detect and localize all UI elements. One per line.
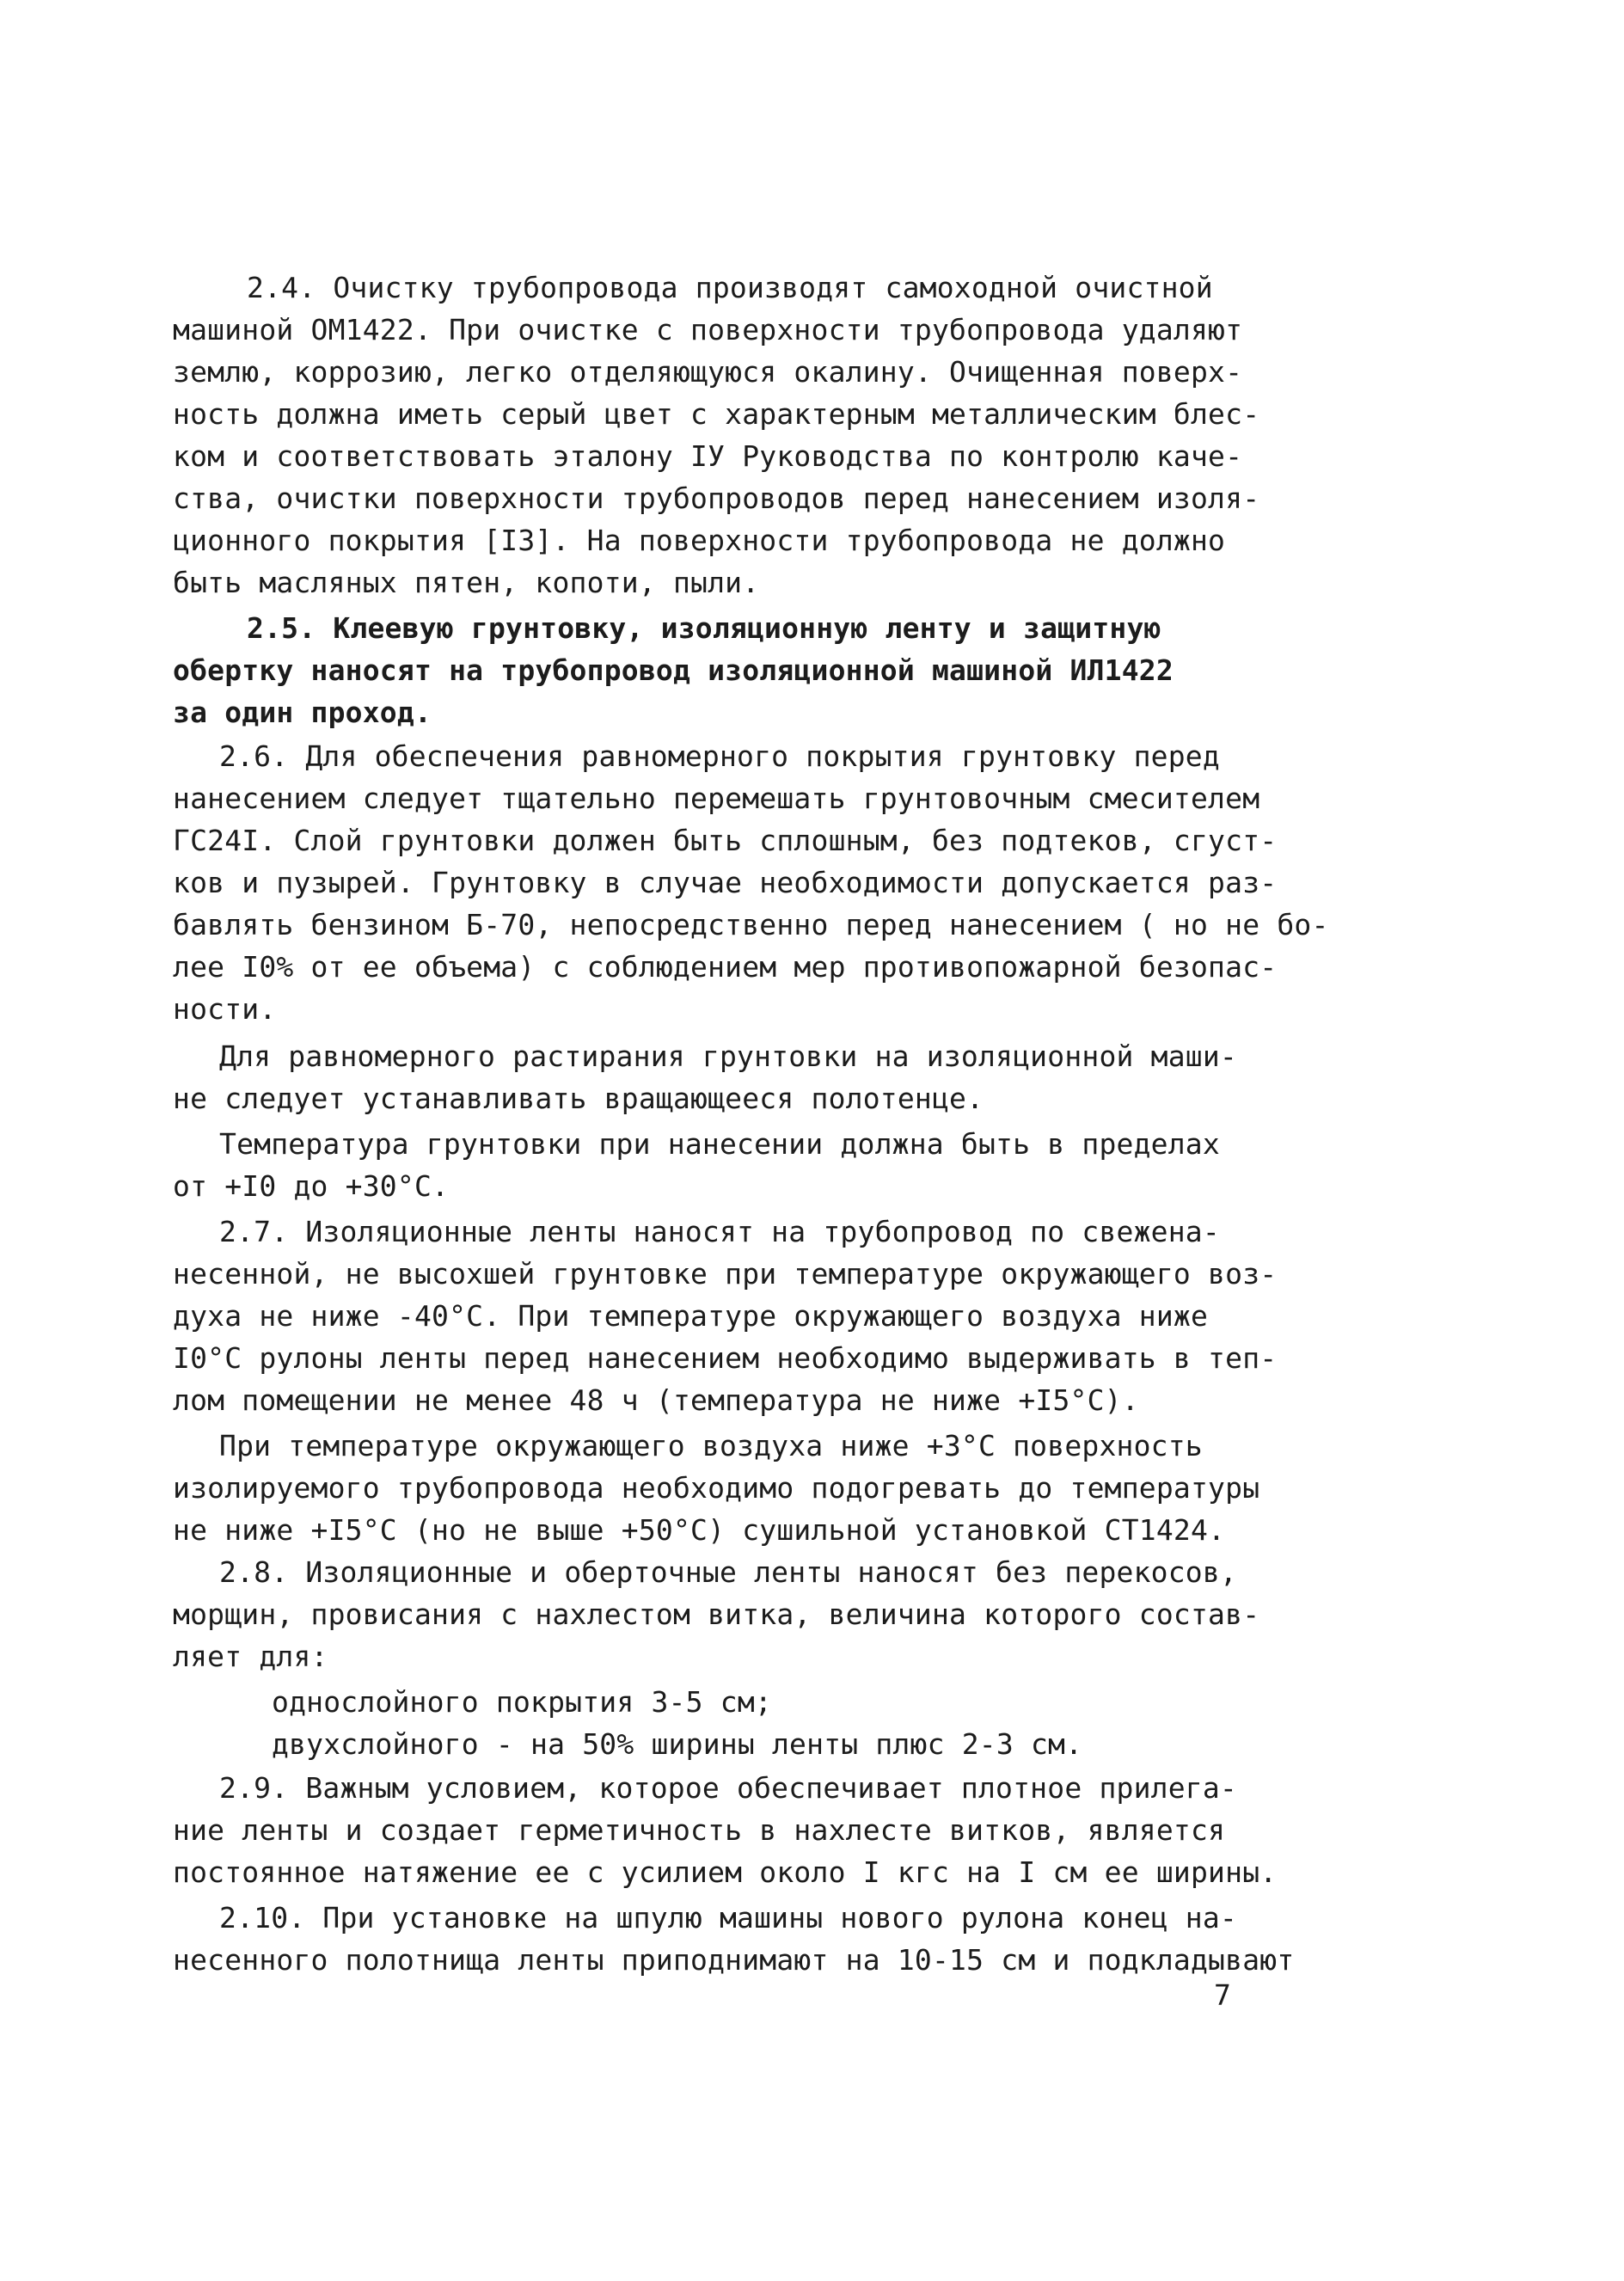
text-line: не следует устанавливать вращающееся полотенце.	[173, 1082, 984, 1115]
text-line: ность должна иметь серый цвет с характерным металлическим блес-	[173, 397, 1260, 431]
text-line: 2.5. Клеевую грунтовку, изоляционную ленту и защитную	[247, 611, 1161, 645]
text-line: обертку наносят на трубопровод изоляционной машиной ИЛ1422	[173, 653, 1174, 687]
text-line: бавлять бензином Б-70, непосредственно перед нанесением ( но не бо-	[173, 908, 1329, 941]
text-line: быть масляных пятен, копоти, пыли.	[173, 566, 760, 599]
text-line: 2.8. Изоляционные и оберточные ленты наносят без перекосов,	[219, 1555, 1237, 1589]
text-line: морщин, провисания с нахлестом витка, величина которого состав-	[173, 1597, 1260, 1631]
text-line: ГС24I. Слой грунтовки должен быть сплошным, без подтеков, сгуст-	[173, 824, 1278, 857]
text-line: нанесением следует тщательно перемешать грунтовочным смесителем	[173, 782, 1260, 815]
text-line: 2.6. Для обеспечения равномерного покрытия грунтовку перед	[219, 739, 1220, 773]
text-line: духа не ниже -40°С. При температуре окружающего воздуха ниже	[173, 1299, 1209, 1333]
text-line: двухслойного - на 50% ширины ленты плюс 2-3 см.	[272, 1727, 1083, 1761]
text-line: несенной, не высохшей грунтовке при температуре окружающего воз-	[173, 1257, 1278, 1291]
text-line: от +I0 до +30°С.	[173, 1169, 450, 1203]
text-line: 2.10. При установке на шпулю машины нового рулона конец на-	[219, 1901, 1237, 1935]
text-line: несенного полотнища ленты приподнимают на 10-15 см и подкладывают	[173, 1943, 1295, 1977]
text-line: 2.9. Важным условием, которое обеспечивает плотное прилега-	[219, 1771, 1237, 1805]
text-line: однослойного покрытия 3-5 см;	[272, 1685, 772, 1719]
text-line: ком и соответствовать эталону IУ Руководства по контролю каче-	[173, 439, 1243, 473]
text-line: машиной ОМ1422. При очистке с поверхности трубопровода удаляют	[173, 313, 1243, 346]
text-line: ние ленты и создает герметичность в нахлесте витков, является	[173, 1813, 1226, 1847]
text-line: При температуре окружающего воздуха ниже +3°С поверхность	[219, 1429, 1203, 1462]
text-line: I0°С рулоны ленты перед нанесением необходимо выдерживать в теп-	[173, 1341, 1278, 1375]
text-line: Для равномерного растирания грунтовки на изоляционной маши-	[219, 1039, 1237, 1073]
text-line: ков и пузырей. Грунтовку в случае необходимости допускается раз-	[173, 866, 1278, 899]
text-line: не ниже +I5°С (но не выше +50°С) сушильной установкой СТ1424.	[173, 1513, 1226, 1547]
text-line: 2.4. Очистку трубопровода производят самоходной очистной	[247, 271, 1213, 304]
text-line: Температура грунтовки при нанесении должна быть в пределах	[219, 1127, 1220, 1161]
text-line: 2.7. Изоляционные ленты наносят на трубопровод по свеженa-	[219, 1215, 1220, 1248]
text-line: за один проход.	[173, 696, 432, 729]
text-line: ства, очистки поверхности трубопроводов перед нанесением изоля-	[173, 481, 1260, 515]
text-line: изолируемого трубопровода необходимо подогревать до температуры	[173, 1471, 1260, 1505]
text-line: лее I0% от ее объема) с соблюдением мер противопожарной безопас-	[173, 950, 1278, 984]
text-line: землю, коррозию, легко отделяющуюся окалину. Очищенная поверх-	[173, 355, 1243, 389]
text-line: ности.	[173, 992, 277, 1026]
text-line: постоянное натяжение ее с усилием около I кгс на I см ее ширины.	[173, 1855, 1278, 1889]
text-line: ционного покрытия [I3]. На поверхности трубопровода не должно	[173, 524, 1226, 557]
text-line: лом помещении не менее 48 ч (температура не ниже +I5°С).	[173, 1383, 1139, 1417]
text-line: ляет для:	[173, 1640, 328, 1673]
page-number: 7	[1214, 1978, 1231, 2012]
